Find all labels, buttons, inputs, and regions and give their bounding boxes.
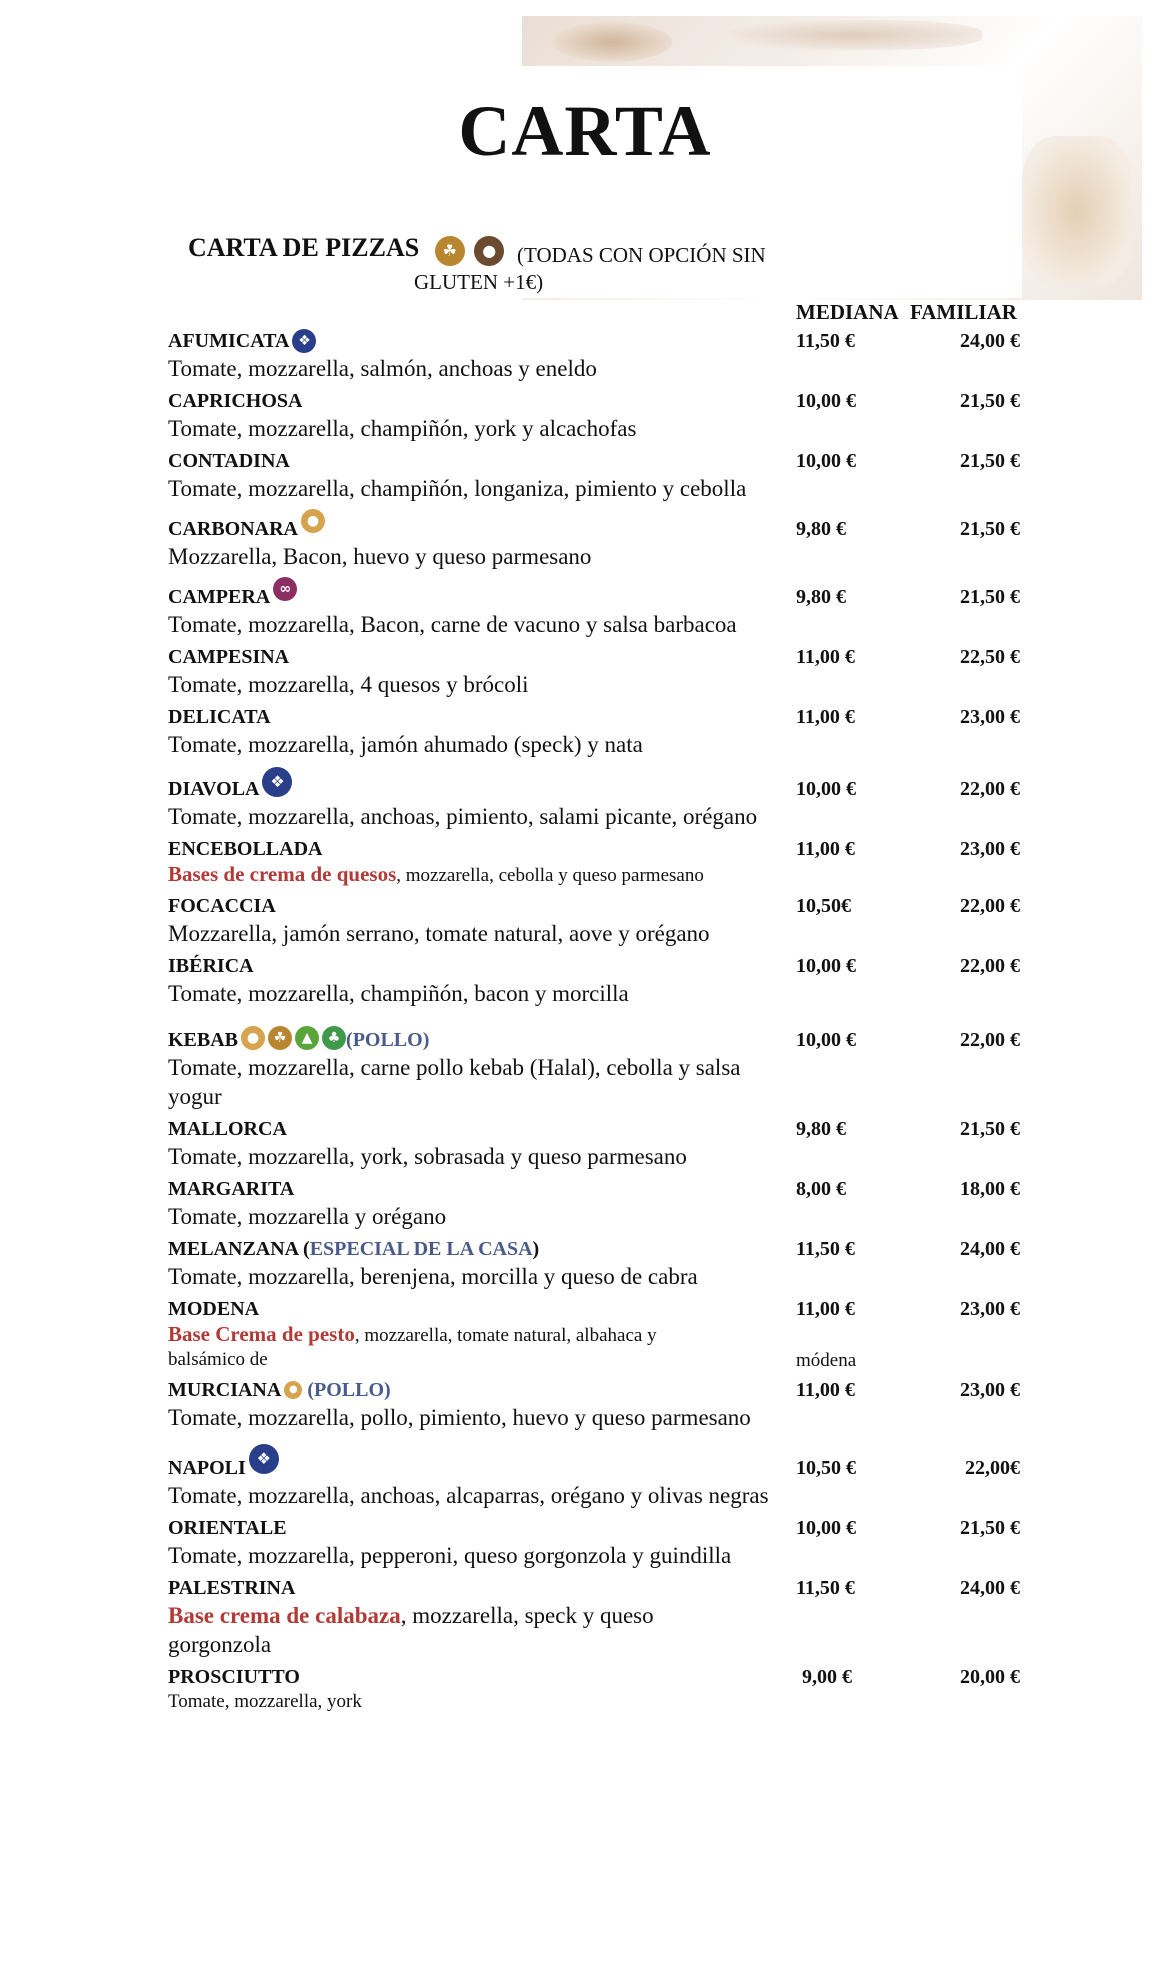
item-description: [168, 862, 728, 893]
price-familiar: 23,00 €: [960, 838, 1020, 860]
column-mediana: MEDIANA: [796, 300, 899, 324]
price-mediana: 11,50 €: [796, 330, 855, 352]
price-familiar: 24,00 €: [960, 1238, 1020, 1260]
price-familiar: 21,50 €: [960, 586, 1020, 608]
gluten-note-line2: GLUTEN +1€): [414, 270, 544, 294]
menu-item: [168, 764, 1028, 836]
price-familiar: 21,50 €: [960, 1517, 1020, 1539]
price-familiar: 24,00 €: [960, 330, 1020, 352]
item-base-highlight: Base Crema de pesto: [168, 1322, 355, 1346]
price-mediana: 10,50€: [796, 895, 851, 917]
item-description: Tomate, mozzarella, york: [168, 1691, 362, 1712]
price-mediana: 11,00 €: [796, 646, 855, 668]
price-familiar: 22,00 €: [960, 778, 1020, 800]
item-name: MALLORCA: [168, 1118, 287, 1140]
item-description-rest: , mozzarella, tomate natural, albahaca y: [354, 1325, 657, 1346]
menu-item: [168, 1664, 1028, 1719]
item-description: Tomate, mozzarella, carne pollo kebab (Halal), cebolla y salsa yogur: [168, 1055, 741, 1109]
menu-item: [168, 1116, 1028, 1176]
price-familiar: 22,00 €: [960, 1029, 1020, 1051]
item-description: Tomate, mozzarella, salmón, anchoas y eneldo: [168, 356, 597, 381]
item-name: CAMPESINA: [168, 646, 290, 668]
item-description: Tomate, mozzarella, anchoas, alcaparras, orégano y olivas negras: [168, 1483, 769, 1508]
price-mediana: 11,00 €: [796, 1298, 855, 1320]
item-name: CAMPERA: [168, 586, 271, 608]
price-familiar: 21,50 €: [960, 518, 1020, 540]
price-familiar: 21,50 €: [960, 450, 1020, 472]
item-description-rest: , mozzarella, speck y queso gorgonzola: [168, 1603, 654, 1657]
price-mediana: 9,80 €: [796, 586, 846, 608]
price-familiar: 18,00 €: [960, 1178, 1020, 1200]
item-tag-open: (: [303, 1238, 310, 1260]
item-name: PROSCIUTTO: [168, 1666, 300, 1688]
item-name: MODENA: [168, 1298, 260, 1320]
menu-item: [168, 836, 1028, 893]
menu-item: [168, 448, 1028, 508]
menu-item: [168, 1176, 1028, 1236]
item-description-rest: , mozzarella, cebolla y queso parmesano: [396, 865, 704, 886]
item-name: KEBAB: [168, 1029, 239, 1051]
price-mediana: 10,00 €: [796, 778, 856, 800]
item-name: AFUMICATA: [168, 330, 290, 352]
price-mediana: 11,00 €: [796, 706, 855, 728]
price-mediana: 10,00 €: [796, 1517, 856, 1539]
price-mediana: 10,00 €: [796, 390, 856, 412]
item-description: Tomate, mozzarella, jamón ahumado (speck) y nata: [168, 732, 643, 757]
price-mediana: 9,00 €: [802, 1666, 852, 1688]
menu-item: [168, 328, 1028, 388]
menu-item: [168, 953, 1028, 1013]
item-description-tail: módena: [796, 1350, 857, 1371]
item-tag: ESPECIAL DE LA CASA: [309, 1238, 533, 1260]
page-title: CARTA: [458, 91, 712, 171]
menu-item: [168, 1515, 1028, 1575]
item-description: Tomate, mozzarella, york, sobrasada y queso parmesano: [168, 1144, 687, 1169]
egg-icon: ●: [284, 1381, 302, 1399]
section-title: [188, 233, 504, 266]
fish-icon: ❖: [249, 1444, 279, 1474]
section-title-text: CARTA DE PIZZAS: [188, 233, 420, 262]
item-description: Tomate, mozzarella, champiñón, bacon y morcilla: [168, 981, 629, 1006]
price-mediana: 9,80 €: [796, 518, 846, 540]
menu-item: [168, 508, 1028, 576]
menu-item: [168, 893, 1028, 953]
menu-item: [168, 1377, 1028, 1437]
item-name: DIAVOLA: [168, 778, 260, 800]
item-description: Mozzarella, jamón serrano, tomate natural, aove y orégano: [168, 921, 710, 946]
price-mediana: 11,00 €: [796, 1379, 855, 1401]
item-name: CAPRICHOSA: [168, 390, 303, 412]
item-description: [168, 1601, 728, 1664]
item-name: PALESTRINA: [168, 1577, 296, 1599]
item-name: ENCEBOLLADA: [168, 838, 323, 860]
price-familiar: 22,00 €: [960, 895, 1020, 917]
price-familiar: 20,00 €: [960, 1666, 1020, 1688]
menu-item: [168, 1296, 1028, 1377]
item-name: NAPOLI: [168, 1457, 246, 1479]
menu-item: [168, 1437, 1028, 1515]
price-familiar: 21,50 €: [960, 1118, 1020, 1140]
item-description: [168, 1322, 1028, 1377]
price-mediana: 10,00 €: [796, 955, 856, 977]
item-name: MARGARITA: [168, 1178, 295, 1200]
egg-icon: ●: [301, 509, 325, 533]
price-mediana: 11,00 €: [796, 838, 855, 860]
item-description-line2: balsámico de: [168, 1349, 268, 1370]
menu-item: [168, 704, 1028, 764]
item-name: IBÉRICA: [168, 955, 254, 977]
item-name: MURCIANA: [168, 1379, 282, 1401]
item-base-highlight: Base crema de calabaza: [168, 1603, 401, 1628]
price-mediana: 11,50 €: [796, 1238, 855, 1260]
price-familiar: 23,00 €: [960, 706, 1020, 728]
price-familiar: 23,00 €: [960, 1379, 1020, 1401]
photo-food-detail: [552, 22, 672, 62]
wheat-icon: ☘: [435, 236, 465, 266]
menu-item: [168, 1013, 1028, 1116]
item-name: MELANZANA: [168, 1238, 299, 1260]
item-description: Tomate, mozzarella, Bacon, carne de vacuno y salsa barbacoa: [168, 612, 737, 637]
celery-icon: ▲: [295, 1026, 319, 1050]
price-mediana: 11,50 €: [796, 1577, 855, 1599]
item-base-highlight: Bases de crema de quesos: [168, 862, 397, 886]
price-familiar: 24,00 €: [960, 1577, 1020, 1599]
price-familiar: 22,50 €: [960, 646, 1020, 668]
item-name: FOCACCIA: [168, 895, 276, 917]
wheat-icon: ☘: [268, 1026, 292, 1050]
price-familiar: 21,50 €: [960, 390, 1020, 412]
price-mediana: 10,00 €: [796, 450, 856, 472]
menu-item: [168, 1575, 1028, 1664]
column-familiar: FAMILIAR: [910, 300, 1017, 324]
nut-icon: ●: [474, 236, 504, 266]
item-description: Tomate, mozzarella, pollo, pimiento, huevo y queso parmesano: [168, 1405, 751, 1430]
allergen-icons: [432, 235, 505, 266]
item-tag: (POLLO): [307, 1379, 391, 1401]
photo-tray-detail: [722, 20, 982, 50]
item-name: DELICATA: [168, 706, 271, 728]
item-description: Tomate, mozzarella, champiñón, longaniza, pimiento y cebolla: [168, 476, 747, 501]
price-mediana: 10,50 €: [796, 1457, 856, 1479]
menu-item: [168, 388, 1028, 448]
menu-item: [168, 576, 1028, 644]
item-tag-close: ): [532, 1238, 540, 1260]
price-mediana: 8,00 €: [796, 1178, 846, 1200]
item-description: Tomate, mozzarella, champiñón, york y alcachofas: [168, 416, 637, 441]
item-description: Tomate, mozzarella y orégano: [168, 1204, 447, 1229]
fish-icon: ❖: [262, 767, 292, 797]
pizza-menu: [168, 328, 1028, 1719]
fish-icon: ❖: [292, 329, 316, 353]
price-familiar: 22,00 €: [960, 955, 1020, 977]
item-description: Tomate, mozzarella, pepperoni, queso gorgonzola y guindilla: [168, 1543, 732, 1568]
item-description: Tomate, mozzarella, anchoas, pimiento, salami picante, orégano: [168, 804, 758, 829]
menu-item: [168, 1236, 1028, 1296]
item-tag: (POLLO): [346, 1029, 430, 1051]
soy-icon: ∞: [273, 577, 297, 601]
price-mediana: 10,00 €: [796, 1029, 856, 1051]
menu-item: [168, 644, 1028, 704]
price-familiar: 22,00€: [965, 1457, 1020, 1479]
price-familiar: 23,00 €: [960, 1298, 1020, 1320]
item-name: ORIENTALE: [168, 1517, 287, 1539]
item-name: CONTADINA: [168, 450, 290, 472]
gluten-note-line1: (TODAS CON OPCIÓN SIN: [517, 243, 766, 267]
item-description: Mozzarella, Bacon, huevo y queso parmesano: [168, 544, 592, 569]
item-description: Tomate, mozzarella, berenjena, morcilla y queso de cabra: [168, 1264, 698, 1289]
item-description: Tomate, mozzarella, 4 quesos y brócoli: [168, 672, 529, 697]
egg-icon: ●: [241, 1026, 265, 1050]
price-mediana: 9,80 €: [796, 1118, 846, 1140]
lupin-icon: ♣: [322, 1026, 346, 1050]
item-name: CARBONARA: [168, 518, 298, 540]
